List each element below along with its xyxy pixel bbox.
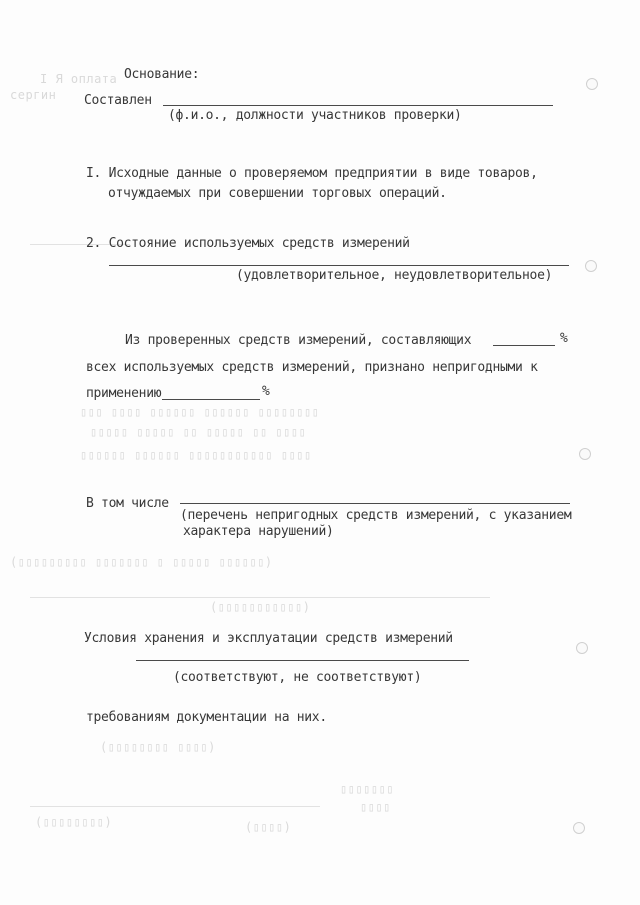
percent-fill-line-2[interactable] (162, 399, 260, 400)
show-through-text: (▯▯▯▯▯▯▯▯▯▯▯) (210, 600, 311, 614)
percent-sign-1: % (560, 331, 568, 346)
show-through-text: (▯▯▯▯) (245, 820, 292, 834)
show-through-text: (▯▯▯▯▯▯▯▯▯ ▯▯▯▯▯▯▯ ▯ ▯▯▯▯▯ ▯▯▯▯▯▯) (10, 555, 273, 569)
including-hint-1: (перечень непригодных средств измерений, с указанием (180, 508, 572, 523)
storage-fill-line[interactable] (136, 660, 469, 661)
show-through-text: ▯▯▯▯▯▯▯ (340, 782, 395, 796)
storage-hint: (соответствуют, не соответствуют) (173, 670, 422, 685)
including-label: В том числе (86, 496, 169, 511)
section1-line2: отчуждаемых при совершении торговых операций. (108, 186, 447, 201)
binder-hole (586, 78, 598, 90)
section2-hint: (удовлетворительное, неудовлетворительное) (236, 268, 553, 283)
compiled-hint: (ф.и.о., должности участников проверки) (168, 108, 462, 123)
show-through-text: ▯▯▯▯▯ ▯▯▯▯▯ ▯▯ ▯▯▯▯▯ ▯▯ ▯▯▯▯ (90, 425, 307, 439)
show-through-text: ▯▯▯▯▯▯ ▯▯▯▯▯▯ ▯▯▯▯▯▯▯▯▯▯▯ ▯▯▯▯ (80, 448, 312, 462)
binder-hole (576, 642, 588, 654)
binder-hole (579, 448, 591, 460)
show-through-line (30, 806, 320, 807)
show-through-text: ▯▯▯ ▯▯▯▯ ▯▯▯▯▯▯ ▯▯▯▯▯▯ ▯▯▯▯▯▯▯▯ (80, 405, 320, 419)
basis-label: Основание: (124, 67, 200, 82)
compiled-label: Составлен (84, 93, 152, 108)
binder-hole (585, 260, 597, 272)
including-fill-line[interactable] (180, 503, 570, 504)
paragraph-line1: Из проверенных средств измерений, составляющих (125, 333, 472, 348)
show-through-text: I Я оплата (40, 72, 118, 86)
paragraph-line2: всех используемых средств измерений, признано непригодными к (86, 360, 538, 375)
show-through-text: (▯▯▯▯▯▯▯▯) (35, 815, 113, 829)
storage-footer: требованиям документации на них. (86, 710, 327, 725)
compiled-fill-line[interactable] (163, 105, 553, 106)
storage-title: Условия хранения и эксплуатации средств измерений (84, 631, 453, 646)
section2-fill-line[interactable] (109, 265, 569, 266)
show-through-text: сергин (10, 88, 57, 102)
percent-fill-line-1[interactable] (493, 345, 555, 346)
show-through-line (30, 597, 490, 598)
show-through-text: (▯▯▯▯▯▯▯▯ ▯▯▯▯) (100, 740, 216, 754)
binder-hole (573, 822, 585, 834)
show-through-text: ▯▯▯▯ (360, 800, 391, 814)
section1-line1: I. Исходные данные о проверяемом предприятии в виде товаров, (86, 166, 538, 181)
paragraph-line3: применению (86, 386, 162, 401)
including-hint-2: характера нарушений) (183, 524, 334, 539)
percent-sign-2: % (262, 384, 270, 399)
section2-title: 2. Состояние используемых средств измерений (86, 236, 410, 251)
